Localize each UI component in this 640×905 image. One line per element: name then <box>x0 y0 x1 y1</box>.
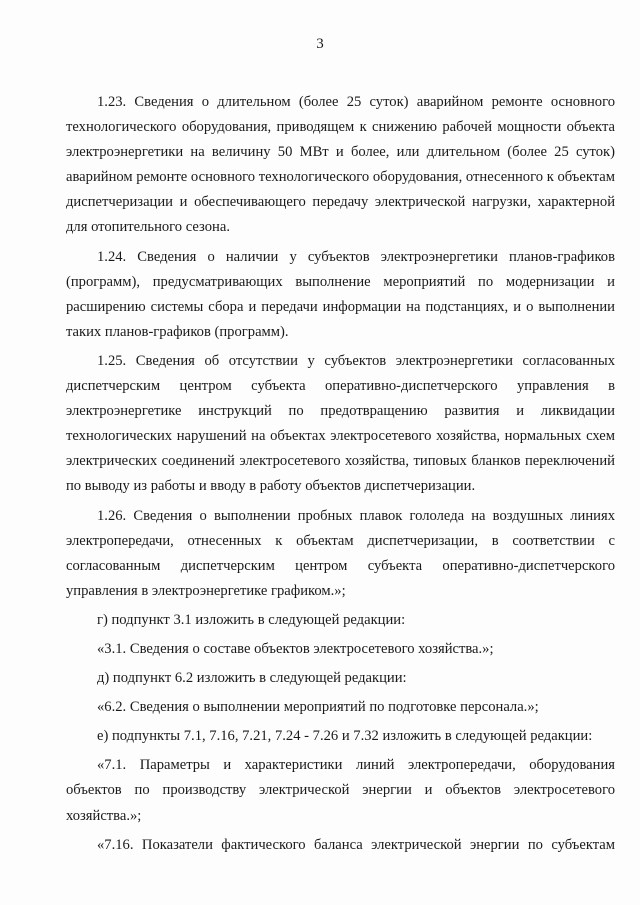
paragraph-1-26: 1.26. Сведения о выполнении пробных плавок гололеда на воздушных линиях электропередачи, отнесенных к объектам диспетчеризации, в соответствии с согласованным диспетчерским центром субъекта оперативно-диспетчерского управления в электроэнергетике графиком.»; <box>66 507 615 599</box>
paragraph-subclause-g: г) подпункт 3.1 изложить в следующей редакции: <box>97 611 406 628</box>
paragraph-7-1: «7.1. Параметры и характеристики линий электропередачи, оборудования объектов по производству электрической энергии и объектов электросетевого хозяйства.»; <box>66 757 615 824</box>
paragraph-6-2: «6.2. Сведения о выполнении мероприятий по подготовке персонала.»; <box>97 699 539 716</box>
paragraph-subclause-d: д) подпункт 6.2 изложить в следующей редакции: <box>97 670 407 687</box>
page-number: 3 <box>316 36 324 52</box>
document-body <box>66 90 615 862</box>
paragraph-1-23: 1.23. Сведения о длительном (более 25 суток) аварийном ремонте основного технологического оборудования, приводящем к снижению рабочей мощности объекта электроэнергетики на величину 50 МВт и более, или длительном (более 25 суток) аварийном ремонте основного технологического оборудования, отнесенного к объектам диспетчеризации и обеспечивающего передачу электрической нагрузки, характерной для отопительного сезона. <box>66 94 615 236</box>
paragraph-7-16: «7.16. Показатели фактического баланса электрической энергии по субъектам <box>97 836 615 853</box>
paragraph-1-25: 1.25. Сведения об отсутствии у субъектов электроэнергетики согласованных диспетчерским центром субъекта оперативно-диспетчерского управления в электроэнергетике инструкций по предотвращению развития и ликвидации технологических нарушений на объектах электросетевого хозяйства, нормальных схем электрических соединений электросетевого хозяйства, типовых бланков переключений по выводу из работы и вводу в работу объектов диспетчеризации. <box>66 352 615 495</box>
paragraph-subclause-e: е) подпункты 7.1, 7.16, 7.21, 7.24 - 7.26 и 7.32 изложить в следующей редакции: <box>97 728 593 745</box>
paragraph-3-1: «3.1. Сведения о составе объектов электросетевого хозяйства.»; <box>97 640 494 657</box>
paragraph-1-24: 1.24. Сведения о наличии у субъектов электроэнергетики планов-графиков (программ), предусматривающих выполнение мероприятий по модернизации и расширению системы сбора и передачи информации на подстанциях, и о выполнении таких планов-графиков (программ). <box>66 248 615 340</box>
